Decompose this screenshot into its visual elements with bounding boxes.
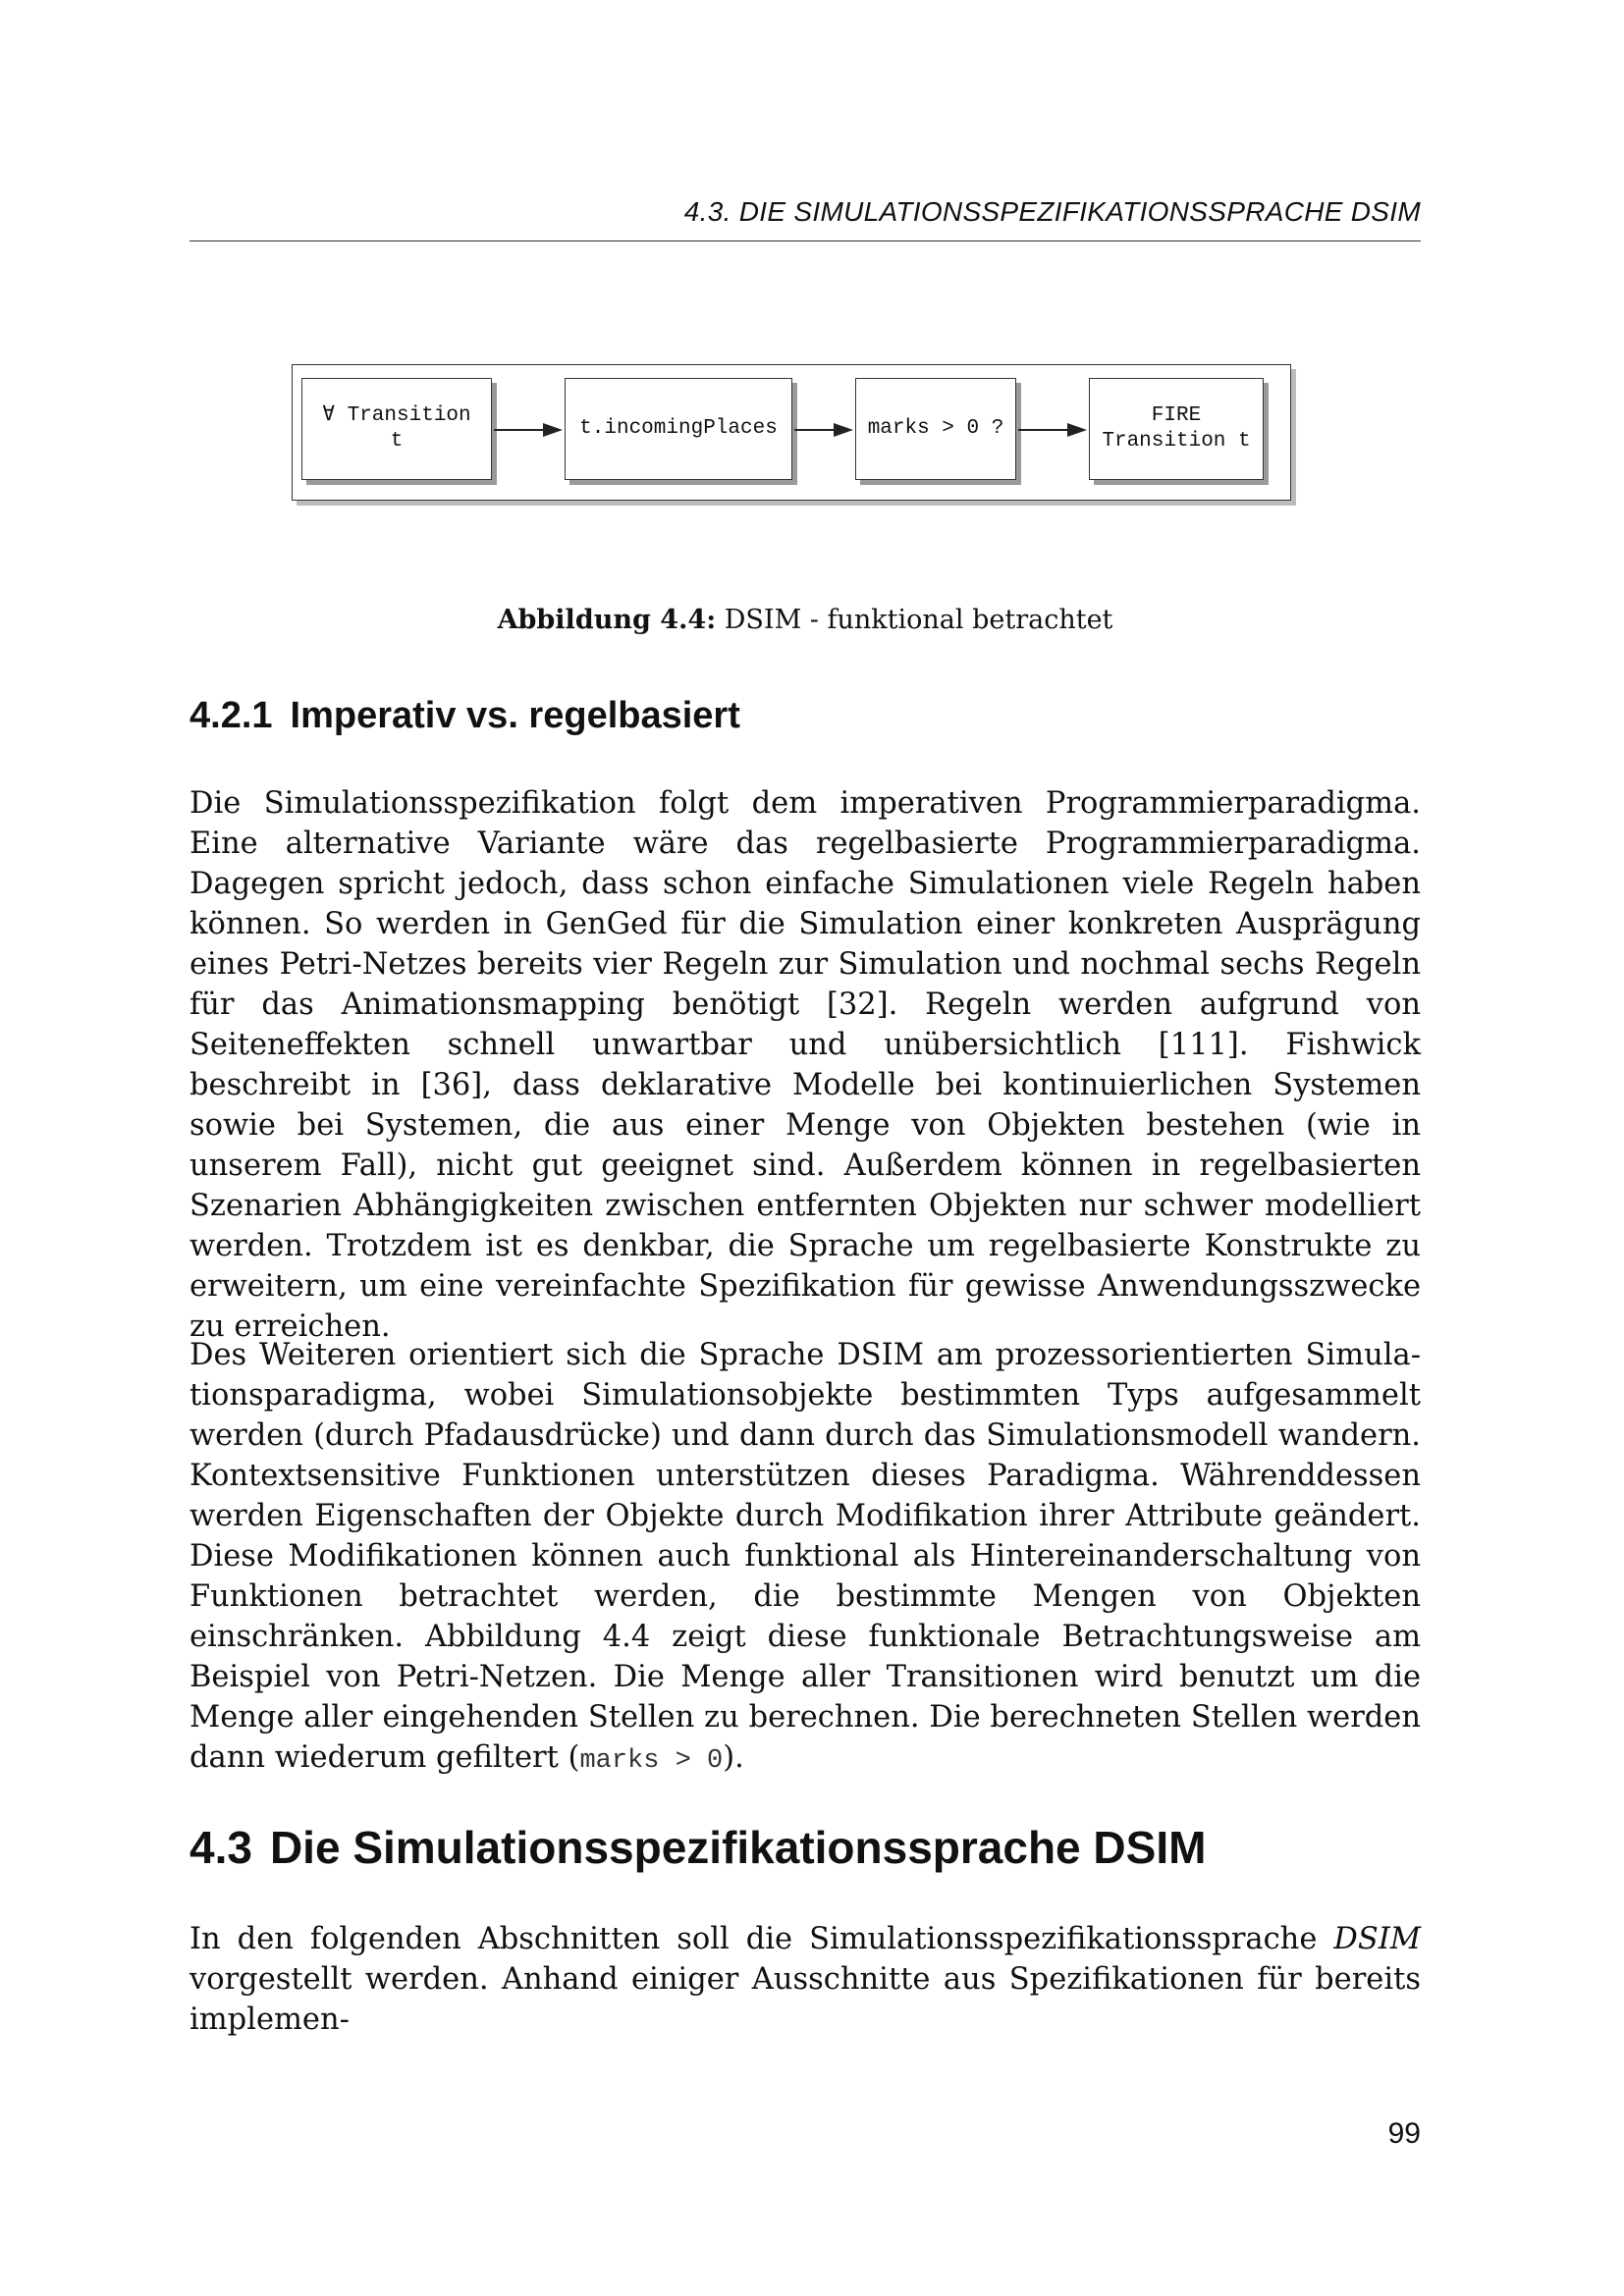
page-number: 99 (1387, 2117, 1421, 2150)
figure-box-text: ∀ Transition (322, 404, 471, 427)
arrow-icon (494, 420, 565, 440)
inline-code: marks > 0 (579, 1746, 724, 1776)
section-number: 4.2.1 (189, 695, 273, 736)
paragraph-process-oriented (189, 1335, 1421, 1782)
running-head: 4.3. DIE SIMULATIONSSPEZIFIKATIONSSPRACHE DSIM (683, 196, 1421, 227)
section-title: Die Simulationsspezifikationssprache DSIM (269, 1822, 1207, 1873)
section-title: Imperativ vs. regelbasiert (290, 695, 740, 736)
paragraph-text-end: vorgestellt werden. Anhand einiger Ausschnitte aus Spezifikationen für bereits implemen- (189, 1962, 1421, 2037)
figure-box-text: t.incomingPlaces (579, 417, 778, 440)
figure-box-text: Transition t (1102, 430, 1251, 453)
figure-box-fire-transition (1089, 378, 1264, 480)
paragraph-text-end: ). (723, 1740, 744, 1775)
figure-box-text: marks > 0 ? (867, 417, 1004, 440)
section-heading-4-2-1 (189, 695, 740, 737)
figure-caption (189, 605, 1421, 635)
figure-caption-label: Abbildung 4.4: (497, 605, 717, 635)
figure-box-marks-check (855, 378, 1016, 480)
paragraph-text: Des Weiteren orientiert sich die Sprache DSIM am prozessorientierten Simulationsparadigma, wobei Simulationsobjekte bestimmten Typs aufgesammelt werden (durch Pfadausdrücke) und dann durch das Simulationsmodell wandern. Kontextsensitive Funktionen unterstützen dieses Paradigma. Währenddessen werden Eigenschaften der Objekte durch Modifikation ihrer Attribute geändert. Diese Modifikationen können auch funktional als Hintereinanderschaltung von Funktionen betrachtet werden, die bestimmte Mengen von Objekten einschränken. Abbildung 4.4 zeigt diese funktionale Betrachtungsweise am Beispiel von Petri-Netzen. Die Menge aller Transitionen wird benutzt um die Menge aller eingehenden Stellen zu berechnen. Die berechneten Stellen werden dann wiederum gefiltert ( (189, 1338, 1421, 1775)
figure-box-forall-transition (301, 378, 492, 480)
header-rule (189, 240, 1421, 241)
paragraph-text: In den folgenden Abschnitten soll die Simulationsspezifikationssprache (189, 1922, 1334, 1956)
section-heading-4-3 (189, 1821, 1206, 1874)
arrow-icon (1018, 420, 1089, 440)
figure-box-text: t (390, 430, 404, 453)
emphasis-dsim: DSIM (1333, 1922, 1421, 1956)
paragraph-intro-dsim (189, 1919, 1421, 2040)
figure-box-text: FIRE (1151, 404, 1202, 427)
paragraph-imperative: Die Simulationsspezifikation folgt dem imperativen Programmierparadigma. Eine alternative Variante wäre das regelbasierte Programmierparadigma. Dagegen spricht jedoch, dass schon einfache Simulationen viele Regeln haben können. So werden in GenGed für die Simulation einer konkreten Ausprägung eines Petri-Netzes bereits vier Regeln zur Simulation und nochmal sechs Regeln für das Animationsmapping benötigt [32]. Regeln werden aufgrund von Seiteneffekten schnell unwartbar und unübersichtlich [111]. Fishwick beschreibt in [36], dass deklarative Modelle bei kontinuierlichen Systemen sowie bei Systemen, die aus einer Menge von Objekten bestehen (wie in unserem Fall), nicht gut geeignet sind. Außerdem können in regelbasierten Szenarien Abhängigkeiten zwischen entfernten Objekten nur schwer modelliert werden. Trotzdem ist es denkbar, die Sprache um regelbasierte Konstrukte zu erweitern, um eine vereinfachte Spezifikation für gewisse Anwendungsszwecke zu erreichen. (189, 786, 1421, 1344)
arrow-icon (794, 420, 855, 440)
figure-box-incoming-places (565, 378, 792, 480)
figure-caption-text: DSIM - funktional betrachtet (716, 605, 1113, 635)
section-number: 4.3 (189, 1822, 252, 1873)
